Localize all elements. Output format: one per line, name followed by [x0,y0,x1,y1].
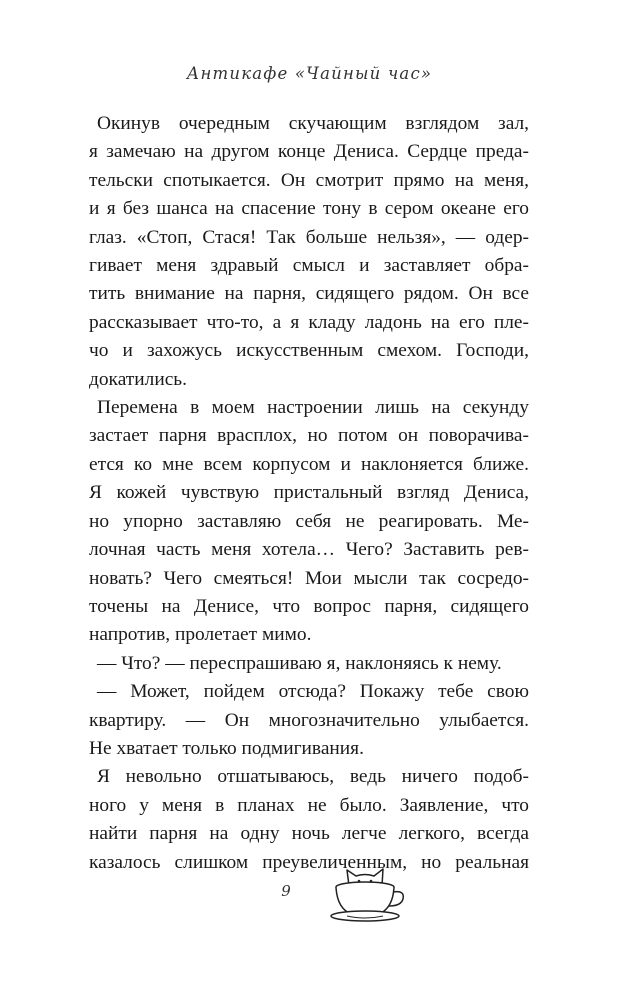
text-line: — Что? — переспрашиваю я, наклоняясь к нему. [97,652,502,674]
text-line: чо и захожусь искусственным смехом. Господи, [89,340,529,362]
text-line: точены на Денисе, что вопрос парня, сидящего [89,595,529,617]
text-line: Я кожей чувствую пристальный взгляд Дениса, [89,482,529,504]
text-line: ется ко мне всем корпусом и наклоняется ближе. [89,453,529,475]
text-line: Окинув очередным скучающим взглядом зал, [97,113,529,134]
text-line: найти парня на одну ночь легче легкого, всегда [89,823,529,845]
text-line: я замечаю на другом конце Дениса. Сердце преда- [89,141,529,163]
text-line: тельски спотыкается. Он смотрит прямо на меня, [89,169,529,191]
text-line: глаз. «Стоп, Стася! Так больше нельзя», — одер- [89,226,529,248]
text-line: новать? Чего смеяться! Мои мысли так сосредо- [89,567,529,589]
text-line: и я без шанса на спасение тону в сером океане его [89,198,529,220]
text-line: ного у меня в планах не было. Заявление, что [89,794,529,816]
text-line: напротив, пролетает мимо. [89,624,312,646]
running-head: Антикафе «Чайный час» [186,64,433,83]
text-line: Не хватает только подмигивания. [89,737,364,759]
text-line: Я невольно отшатываюсь, ведь ничего подоб- [97,766,529,788]
text-line: гивает меня здравый смысл и заставляет обра- [89,255,529,277]
paragraph [89,678,529,763]
text-line: квартиру. — Он многозначительно улыбается. [89,709,529,731]
text-line: докатились. [89,368,187,390]
page-number: 9 [281,882,291,900]
paragraph [89,763,529,877]
text-line: тить внимание на парня, сидящего рядом. Он все [89,283,529,305]
cat-in-teacup-icon [325,856,415,928]
paragraph [89,650,529,678]
text-line: рассказывает что-то, а я кладу ладонь на его пле- [89,311,529,333]
text-line: Перемена в моем настроении лишь на секунду [97,397,529,419]
paragraph [89,394,529,650]
text-line: казалось слишком преувеличенным, но реальная [89,851,529,873]
text-line: лочная часть меня хотела… Чего? Заставить рев- [89,539,529,561]
text-line: но упорно заставляю себя не реагировать. Ме- [89,510,529,532]
text-line: застает парня врасплох, но потом он поворачива- [89,425,529,447]
text-line: — Может, пойдем отсюда? Покажу тебе свою [97,681,529,703]
body-text [89,110,529,877]
paragraph [89,110,529,394]
